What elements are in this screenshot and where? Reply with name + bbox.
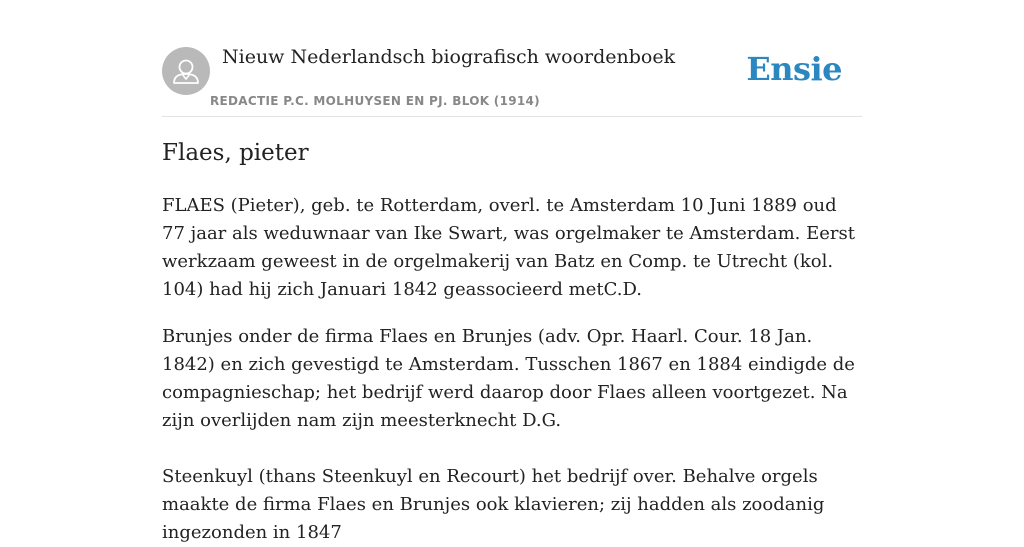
entry-paragraph: Brunjes onder de firma Flaes en Brunjes (adv. Opr. Haarl. Cour. 18 Jan. 1842) en zich gevestigd te Amsterdam. Tusschen 1867 en 1884 eindigde de compagnieschap; het bedrijf werd daarop door Flaes alleen voortgezet. Na zijn overlijden nam zijn meesterknecht D.G. bbox=[162, 326, 855, 431]
entry-body bbox=[162, 192, 862, 547]
entry-paragraph: Steenkuyl (thans Steenkuyl en Recourt) het bedrijf over. Behalve orgels maakte de firma Flaes en Brunjes ook klavieren; zij hadden als zoodanig ingezonden in 1847 bbox=[162, 466, 825, 543]
book-editors: REDACTIE P.C. MOLHUYSEN EN PJ. BLOK (1914) bbox=[210, 94, 540, 108]
ensie-logo[interactable]: Ensie bbox=[746, 50, 842, 88]
header bbox=[162, 36, 862, 117]
book-title-link[interactable]: Nieuw Nederlandsch biografisch woordenboek bbox=[222, 46, 676, 68]
user-icon bbox=[162, 47, 210, 95]
entry-title: Flaes, pieter bbox=[162, 140, 309, 166]
entry-paragraph: FLAES (Pieter), geb. te Rotterdam, overl. te Amsterdam 10 Juni 1889 oud 77 jaar als weduwnaar van Ike Swart, was orgelmaker te Amsterdam. Eerst werkzaam geweest in de orgelmakerij van Batz en Comp. te Utrecht (kol. 104) had hij zich Januari 1842 geassocieerd metC.D. bbox=[162, 195, 855, 300]
